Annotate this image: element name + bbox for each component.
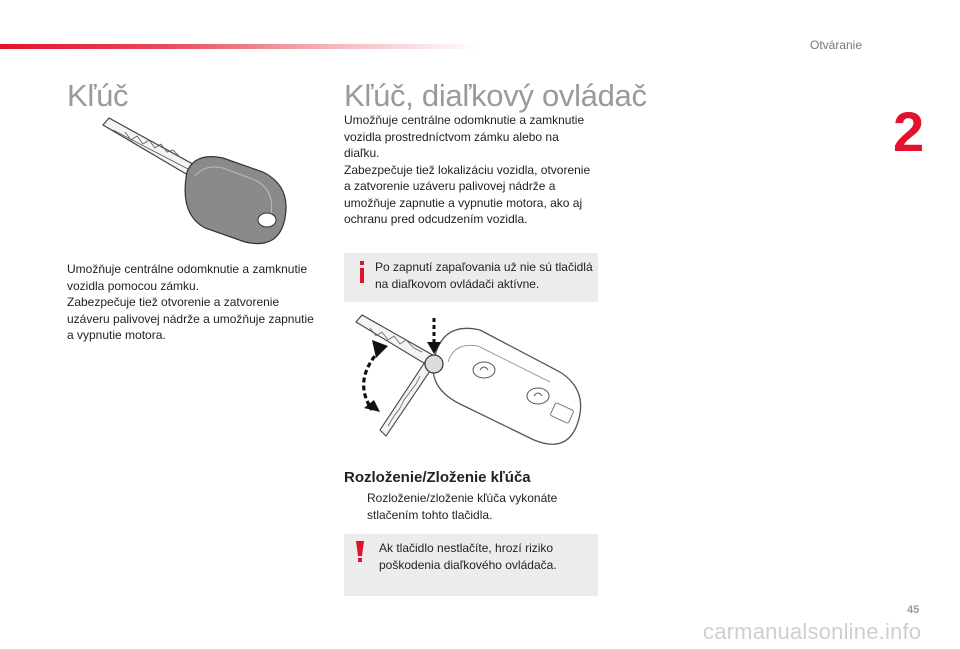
fold-unfold-heading: Rozloženie/Zloženie kľúča (344, 469, 531, 486)
remote-key-description: Umožňuje centrálne odomknutie a zamknutie vozidla prostredníctvom zámku alebo na diaľku. Zabezpečuje tiež lokalizáciu vozidla, otvorenie a zatvorenie uzáveru palivovej nádrže a umožňuje zapnutie a vypnutie motora, ako aj ochranu pred odcudzením vozidla. (344, 113, 591, 226)
info-note: Po zapnutí zapaľovania už nie sú tlačidlá na diaľkovom ovládači aktívne. (375, 260, 593, 291)
header-accent-bar (0, 44, 480, 49)
chapter-number: 2 (893, 100, 925, 163)
info-box (344, 253, 598, 302)
info-icon (358, 261, 366, 283)
key-illustration (95, 110, 300, 260)
page-number: 45 (907, 604, 920, 616)
watermark: carmanualsonline.info (703, 619, 922, 644)
fold-unfold-instruction: Rozloženie/zloženie kľúča vykonáte stlačením tohto tlačidla. (367, 491, 558, 522)
remote-key-title: Kľúč, diaľkový ovládač (344, 78, 647, 113)
section-title: Otváranie (810, 38, 863, 52)
key-description: Umožňuje centrálne odomknutie a zamknutie vozidla pomocou zámku. Zabezpečuje tiež otvorenie a zatvorenie uzáveru palivovej nádrže a umožňuje zapnutie a vypnutie motora. (67, 262, 314, 342)
warning-box (344, 534, 598, 596)
warning-icon (355, 541, 365, 563)
key-title: Kľúč (67, 78, 129, 113)
warning-note: Ak tlačidlo nestlačíte, hrozí riziko poškodenia diaľkového ovládača. (379, 541, 557, 572)
remote-key-illustration (350, 312, 590, 462)
